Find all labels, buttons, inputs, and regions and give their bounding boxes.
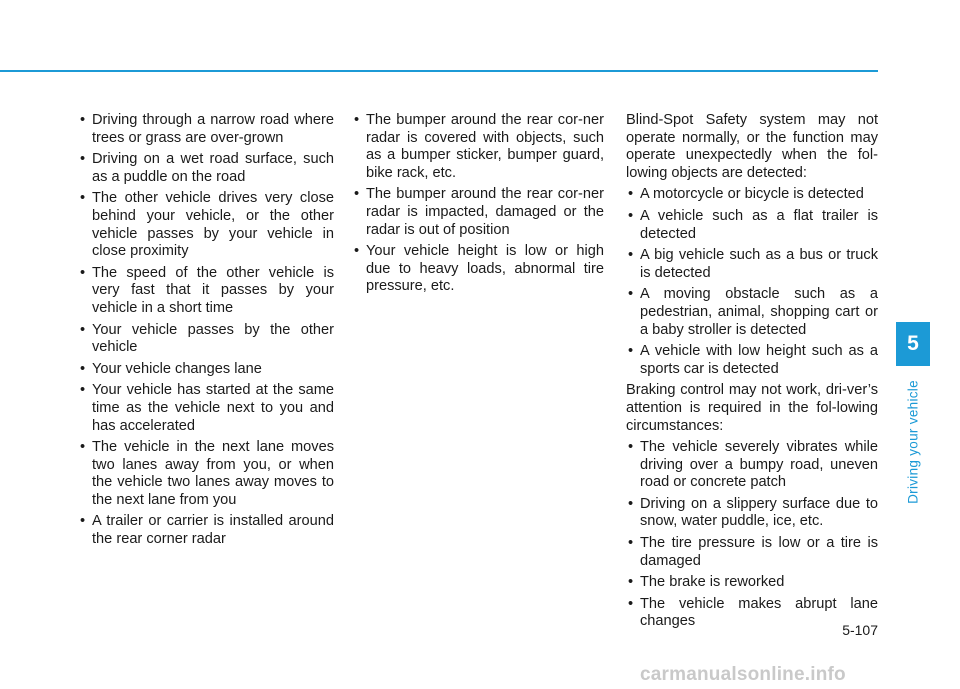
column-2 [352,112,604,300]
column-1 [78,112,334,553]
list-item: • Driving on a slippery surface due to snow, water puddle, ice, etc. [626,496,878,531]
list-item: • The other vehicle drives very close behind your vehicle, or the other vehicle passes by your vehicle in close proximity [78,190,334,260]
bullet-list [626,186,878,378]
column-3 [626,112,878,635]
list-item: • The vehicle makes abrupt lane changes [626,596,878,631]
list-item: • Your vehicle height is low or high due to heavy loads, abnormal tire pressure, etc. [352,243,604,296]
list-item: • The vehicle in the next lane moves two lanes away from you, or when the vehicle two lanes away moves to the next lane from you [78,439,334,509]
list-item: • The brake is reworked [626,574,878,592]
list-item: • A moving obstacle such as a pedestrian, animal, shopping cart or a baby stroller is detected [626,286,878,339]
list-item: • The speed of the other vehicle is very fast that it passes by your vehicle in a short time [78,265,334,318]
bullet-list [78,112,334,549]
paragraph-detection-intro: Blind-Spot Safety system may not operate normally, or the function may operate unexpectedly when the fol-lowing objects are detected: [626,112,878,181]
chapter-label: Driving your vehicle [905,380,921,504]
list-item: • Your vehicle has started at the same time as the vehicle next to you and has accelerated [78,382,334,435]
list-item: • A motorcycle or bicycle is detected [626,186,878,204]
list-item: • A vehicle such as a flat trailer is detected [626,208,878,243]
bullet-list [352,112,604,296]
list-item: • Your vehicle changes lane [78,361,334,379]
list-item: • The vehicle severely vibrates while driving over a bumpy road, uneven road or concrete patch [626,439,878,492]
watermark: carmanualsonline.info [640,664,846,685]
list-item: • A big vehicle such as a bus or truck is detected [626,247,878,282]
list-item: • The bumper around the rear cor-ner radar is covered with objects, such as a bumper sticker, bumper guard, bike rack, etc. [352,112,604,182]
page-number: 5-107 [842,622,878,638]
list-item: • A vehicle with low height such as a sports car is detected [626,343,878,378]
bullet-list [626,439,878,631]
list-item: • The bumper around the rear cor-ner radar is impacted, damaged or the radar is out of position [352,186,604,239]
list-item: • Driving on a wet road surface, such as a puddle on the road [78,151,334,186]
list-item: • Driving through a narrow road where trees or grass are over-grown [78,112,334,147]
paragraph-braking-intro: Braking control may not work, dri-ver’s attention is required in the fol-lowing circumstances: [626,382,878,434]
list-item: • A trailer or carrier is installed around the rear corner radar [78,513,334,548]
list-item: • Your vehicle passes by the other vehicle [78,322,334,357]
header-rule [0,70,878,72]
chapter-tab: 5 [896,322,930,366]
list-item: • The tire pressure is low or a tire is damaged [626,535,878,570]
